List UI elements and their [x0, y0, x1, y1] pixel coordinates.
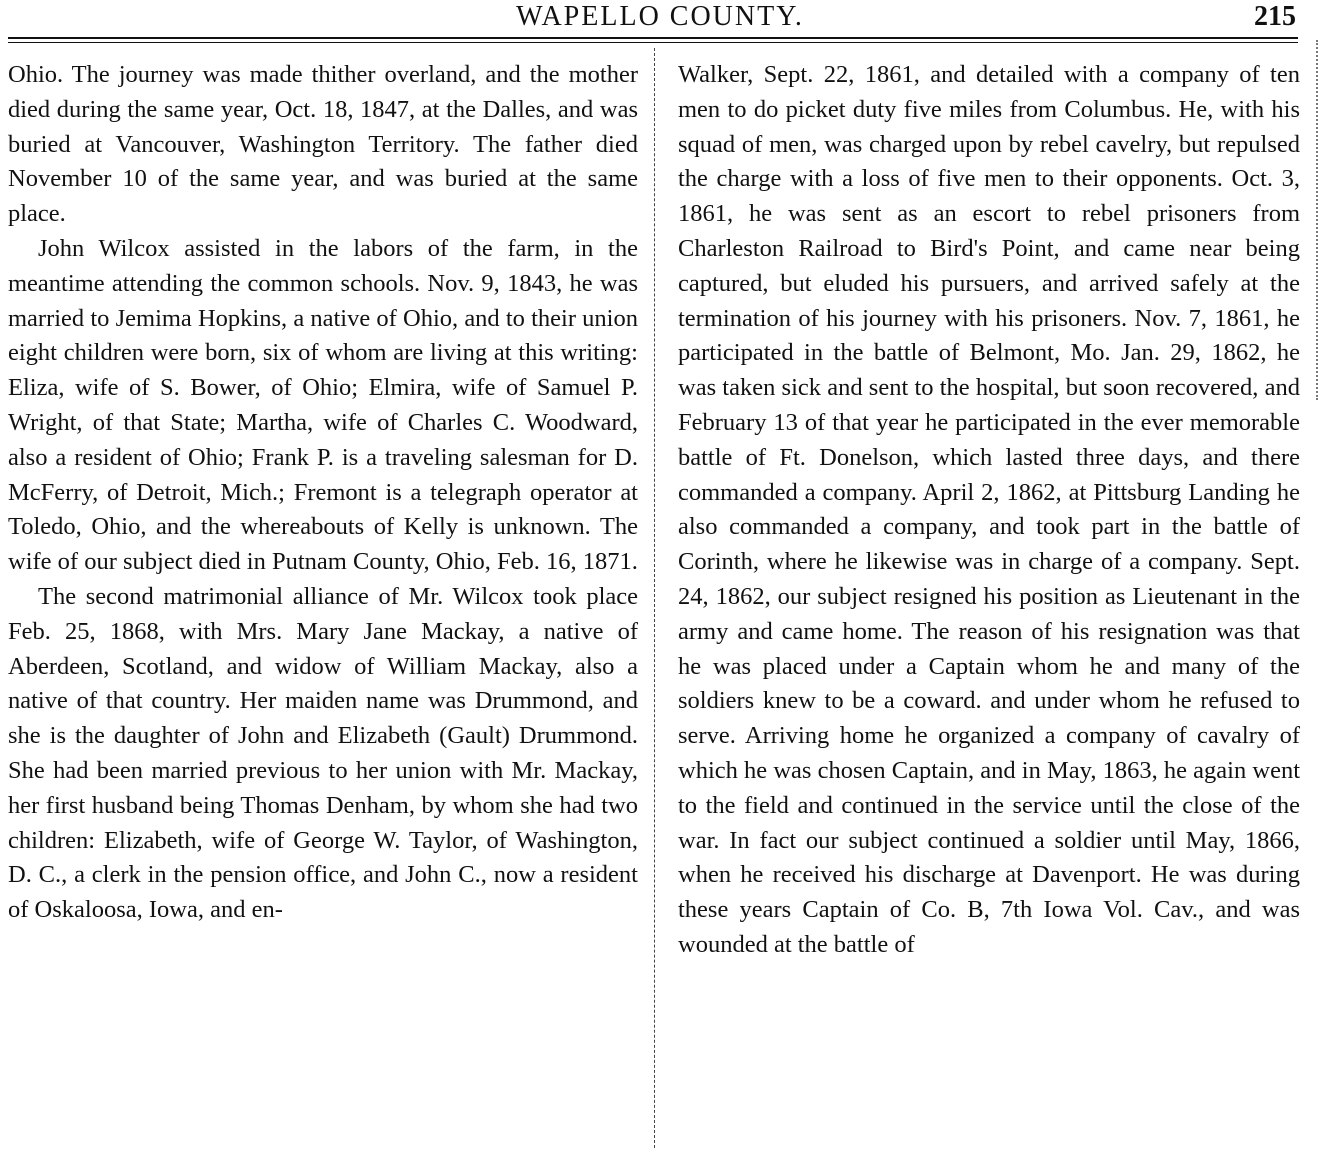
- running-head: [0, 0, 1320, 36]
- header-rule: [8, 37, 1298, 39]
- left-paragraph-2: John Wilcox assisted in the labors of the farm, in the meantime attending the common schools. Nov. 9, 1843, he was married to Jemima Hopkins, a native of Ohio, and to their union eight children were born, six of whom are living at this writing: Eliza, wife of S. Bower, of Ohio; Elmira, wife of Samuel P. Wright, of that State; Martha, wife of Charles C. Woodward, also a resident of Ohio; Frank P. is a traveling salesman for D. McFerry, of Detroit, Mich.; Fremont is a telegraph operator at Toledo, Ohio, and the whereabouts of Kelly is unknown. The wife of our subject died in Putnam County, Ohio, Feb. 16, 1871.: [8, 234, 638, 576]
- right-column: [678, 58, 1300, 963]
- header-rule-thin: [8, 42, 1298, 43]
- page-edge-marks: [1302, 40, 1318, 400]
- right-paragraph-1: Walker, Sept. 22, 1861, and detailed with a company of ten men to do picket duty five miles from Columbus. He, with his squad of men, was charged upon by rebel cavelry, but repulsed the charge with a loss of five men to their opponents. Oct. 3, 1861, he was sent as an escort to rebel prisoners from Charleston Railroad to Bird's Point, and came near being captured, but eluded his pursuers, and arrived safely at the termination of his journey with his prisoners. Nov. 7, 1861, he participated in the battle of Belmont, Mo. Jan. 29, 1862, he was taken sick and sent to the hospital, but soon recovered, and February 13 of that year he participated in the ever memorable battle of Ft. Donelson, which lasted three days, and there commanded a company. April 2, 1862, at Pittsburg Landing he also commanded a company, and took part in the battle of Corinth, where he likewise was in charge of a company. Sept. 24, 1862, our subject resigned his position as Lieutenant in the army and came home. The reason of his resignation was that he was placed under a Captain whom he and many of the soldiers knew to be a coward. and under whom he refused to serve. Arriving home he organized a company of cavalry of which he was chosen Captain, and in May, 1863, he again went to the field and continued in the service until the close of the war. In fact our subject continued a soldier until May, 1866, when he received his discharge at Davenport. He was during these years Captain of Co. B, 7th Iowa Vol. Cav., and was wounded at the battle of: [678, 61, 1300, 958]
- left-paragraph-3: The second matrimonial alliance of Mr. Wilcox took place Feb. 25, 1868, with Mrs. Mary Jane Mackay, a native of Aberdeen, Scotland, and widow of William Mackay, also a native of that country. Her maiden name was Drummond, and she is the daughter of John and Elizabeth (Gault) Drummond. She had been married previous to her union with Mr. Mackay, her first husband being Thomas Denham, by whom she had two children: Elizabeth, wife of George W. Taylor, of Washington, D. C., a clerk in the pension office, and John C., now a resident of Oskaloosa, Iowa, and en-: [8, 582, 638, 924]
- left-paragraph-1: Ohio. The journey was made thither overland, and the mother died during the same year, Oct. 18, 1847, at the Dalles, and was buried at Vancouver, Washington Territory. The father died November 10 of the same year, and was buried at the same place.: [8, 61, 638, 228]
- page-number: 215: [1254, 1, 1296, 32]
- running-title: WAPELLO COUNTY.: [516, 1, 804, 32]
- column-divider: [654, 48, 655, 1148]
- left-column: [8, 58, 638, 928]
